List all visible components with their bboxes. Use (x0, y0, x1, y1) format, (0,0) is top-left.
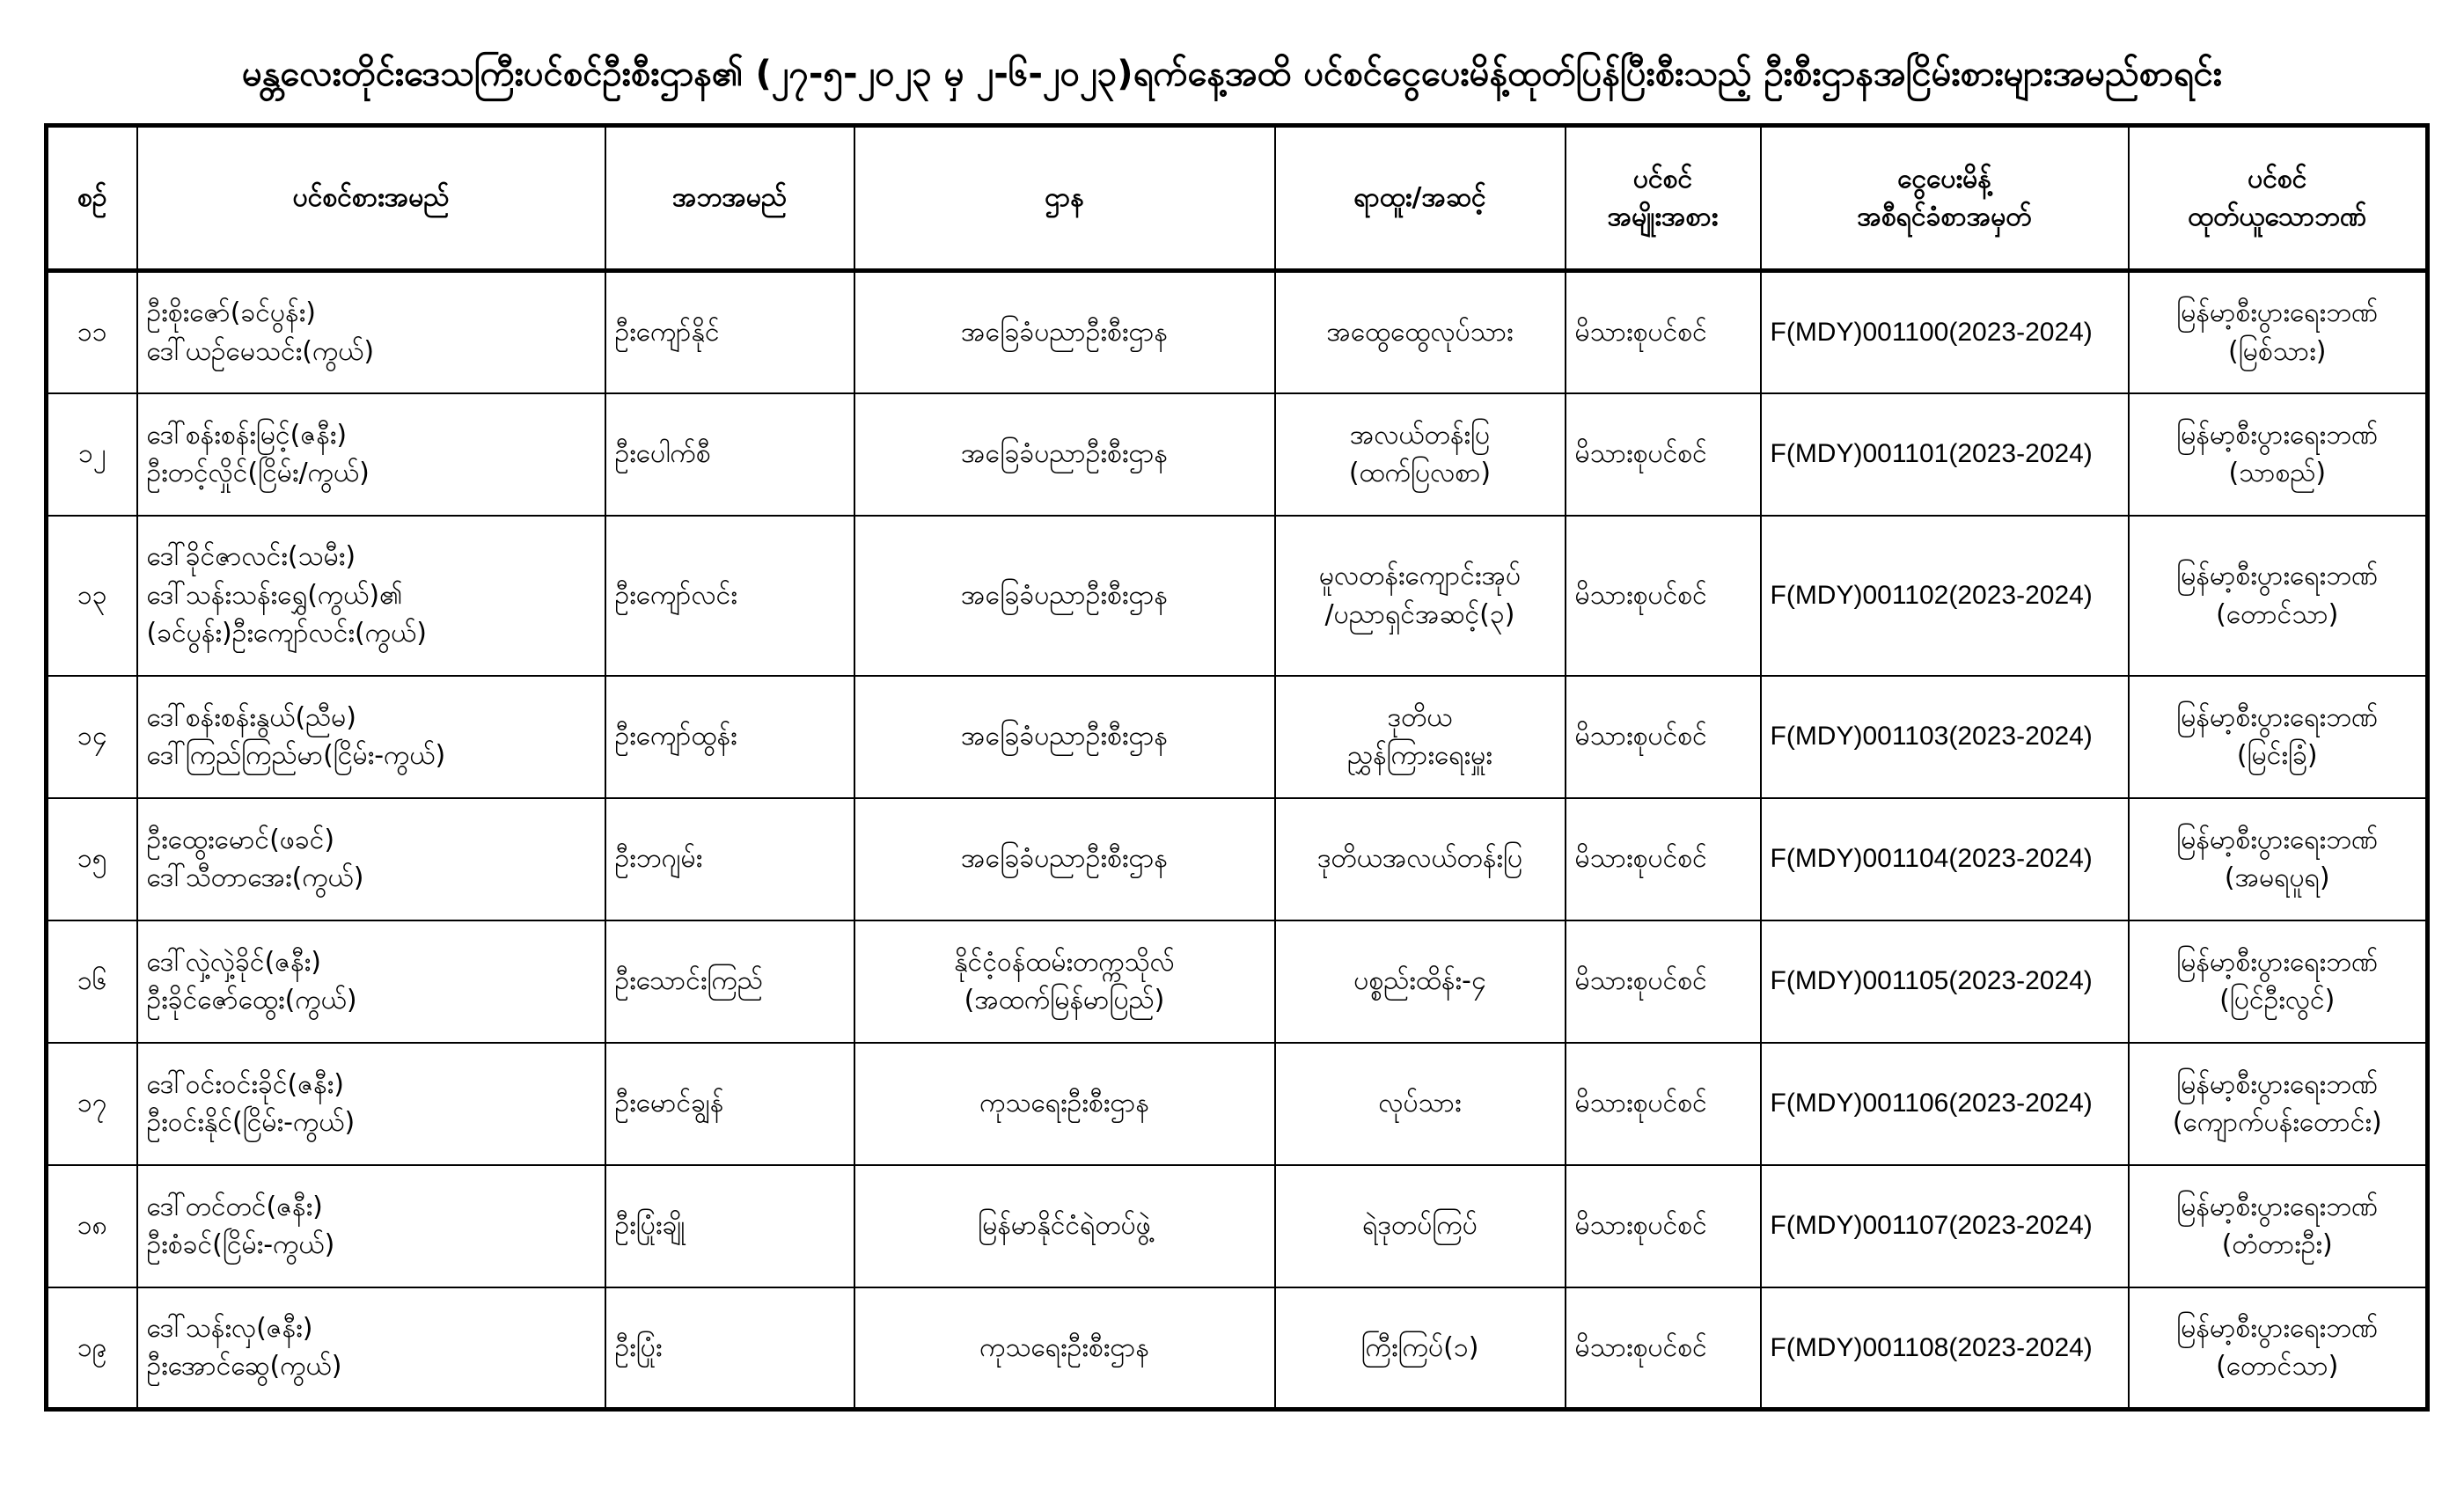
cell-father-name: ဦးမောင်ချွန် (605, 1043, 854, 1165)
cell-pension-type: မိသားစုပင်စင် (1566, 1165, 1761, 1287)
cell-no: ၁၉ (47, 1287, 137, 1410)
cell-rank (1275, 271, 1566, 393)
cell-department (854, 920, 1275, 1043)
cell-payment-ref: F(MDY)001101(2023-2024) (1761, 393, 2129, 516)
cell-rank-line: /ပညာရှင်အဆင့်(၃) (1324, 598, 1515, 630)
header-father-name: အဘအမည် (605, 126, 854, 271)
cell-father-name: ဦးကျော်လင်း (605, 516, 854, 676)
header-pensioner-name: ပင်စင်စားအမည် (137, 126, 605, 271)
cell-bank-line: (တံတားဦး) (2221, 1229, 2333, 1260)
cell-department: မြန်မာနိုင်ငံရဲတပ်ဖွဲ့ (854, 1165, 1275, 1287)
cell-department-line: (အထက်မြန်မာပြည်) (964, 985, 1165, 1016)
cell-bank-line: မြန်မာ့စီးပွားရေးဘဏ် (2176, 946, 2379, 978)
cell-pensioner-name (137, 1165, 605, 1287)
table-row (47, 271, 2428, 393)
cell-pensioner-name-line: ဒေါ်စန်းစန်းမြင့်(ဇနီး) (146, 419, 348, 451)
cell-bank (2129, 393, 2428, 516)
cell-payment-ref: F(MDY)001107(2023-2024) (1761, 1165, 2129, 1287)
cell-payment-ref: F(MDY)001105(2023-2024) (1761, 920, 2129, 1043)
table-row (47, 1043, 2428, 1165)
header-bank-line-2: ထုတ်ယူသောဘဏ် (2188, 202, 2367, 232)
cell-pensioner-name-line: ဦးစံခင်(ငြိမ်း-ကွယ်) (146, 1229, 335, 1260)
cell-bank-line: မြန်မာ့စီးပွားရေးဘဏ် (2176, 1191, 2379, 1222)
cell-pensioner-name-line: ဦးခိုင်ဇော်ထွေး(ကွယ်) (146, 985, 357, 1016)
cell-bank-line: (မြစ်သား) (2228, 335, 2327, 367)
cell-no: ၁၆ (47, 920, 137, 1043)
cell-pensioner-name (137, 271, 605, 393)
cell-pension-type: မိသားစုပင်စင် (1566, 920, 1761, 1043)
cell-rank (1275, 1165, 1566, 1287)
cell-pensioner-name-line: ဒေါ်ခိုင်ဇာလင်း(သမီး) (146, 541, 356, 573)
cell-rank-line: လုပ်သား (1378, 1088, 1462, 1119)
header-pension-type-line-2: အမျိုးအစား (1607, 202, 1719, 232)
page-title: မန္တလေးတိုင်းဒေသကြီးပင်စင်ဦးစီးဌာန၏ (၂၇-၅-၂၀၂၃ မှ ၂-၆-၂၀၂၃)ရက်နေ့အထိ ပင်စင်ငွေပေးမိန့်ထုတ်ပြန်ပြီးစီးသည့် ဦးစီးဌာနအငြိမ်းစားများအမည်စာရင်း (241, 54, 2223, 94)
cell-rank-line: အလယ်တန်းပြ (1349, 419, 1491, 451)
cell-pension-type: မိသားစုပင်စင် (1566, 798, 1761, 920)
cell-pension-type: မိသားစုပင်စင် (1566, 676, 1761, 798)
cell-bank (2129, 516, 2428, 676)
table-row (47, 676, 2428, 798)
cell-father-name: ဦးပြုံး (605, 1287, 854, 1410)
header-pension-type (1566, 126, 1761, 271)
cell-pensioner-name-line: ဦးတင့်လှိုင်(ငြိမ်း/ကွယ်) (146, 458, 370, 488)
cell-pension-type: မိသားစုပင်စင် (1566, 393, 1761, 516)
cell-pensioner-name-line: ဒေါ်သန်းလှ(ဇနီး) (146, 1312, 313, 1344)
cell-rank-line: ဒုတိယအလယ်တန်းပြ (1316, 843, 1523, 875)
cell-department-line: နိုင်ငံ့ဝန်ထမ်းတက္ကသိုလ် (954, 946, 1175, 978)
cell-no: ၁၈ (47, 1165, 137, 1287)
cell-father-name: ဦးပြုံးချို (605, 1165, 854, 1287)
cell-pensioner-name-line: (ခင်ပွန်း)ဦးကျော်လင်း(ကွယ်) (146, 618, 427, 649)
cell-bank (2129, 1043, 2428, 1165)
cell-rank (1275, 393, 1566, 516)
header-department: ဌာန (854, 126, 1275, 271)
table-row (47, 920, 2428, 1043)
cell-no: ၁၅ (47, 798, 137, 920)
cell-father-name: ဦးကျော်ထွန်း (605, 676, 854, 798)
cell-payment-ref: F(MDY)001104(2023-2024) (1761, 798, 2129, 920)
cell-rank-line: ဒုတိယ (1387, 701, 1453, 733)
cell-pensioner-name-line: ဒေါ်ဝင်းဝင်းခိုင်(ဇနီး) (146, 1068, 344, 1100)
cell-payment-ref: F(MDY)001108(2023-2024) (1761, 1287, 2129, 1410)
cell-bank (2129, 798, 2428, 920)
cell-bank (2129, 1165, 2428, 1287)
cell-no: ၁၄ (47, 676, 137, 798)
header-payment-ref-line-1: ငွေပေးမိန့် (1897, 163, 1991, 194)
cell-bank-line: (မြင်းခြံ) (2236, 740, 2318, 771)
cell-pension-type: မိသားစုပင်စင် (1566, 1043, 1761, 1165)
cell-bank-line: မြန်မာ့စီးပွားရေးဘဏ် (2176, 1068, 2379, 1100)
cell-bank-line: (အမရပူရ) (2224, 862, 2330, 893)
header-bank (2129, 126, 2428, 271)
cell-pension-type: မိသားစုပင်စင် (1566, 516, 1761, 676)
cell-bank-line: မြန်မာ့စီးပွားရေးဘဏ် (2176, 297, 2379, 329)
table-body (47, 271, 2428, 1410)
cell-pensioner-name (137, 676, 605, 798)
cell-father-name: ဦးပေါက်စီ (605, 393, 854, 516)
table-row (47, 1165, 2428, 1287)
header-payment-ref (1761, 126, 2129, 271)
table-row (47, 516, 2428, 676)
cell-no: ၁၃ (47, 516, 137, 676)
cell-pensioner-name-line: ဒေါ်သန်းသန်းရွှေ(ကွယ်)၏ (146, 579, 403, 611)
cell-rank (1275, 1043, 1566, 1165)
cell-payment-ref: F(MDY)001106(2023-2024) (1761, 1043, 2129, 1165)
header-no: စဉ် (47, 126, 137, 271)
cell-rank-line: အထွေထွေလုပ်သား (1326, 317, 1514, 348)
cell-rank-line: ညွှန်ကြားရေးမှူး (1347, 740, 1492, 771)
cell-pensioner-name-line: ဒေါ်ကြည်ကြည်မာ(ငြိမ်း-ကွယ်) (146, 740, 446, 771)
header-rank: ရာထူး/အဆင့် (1275, 126, 1566, 271)
pensioner-table (44, 123, 2430, 1412)
cell-bank-line: (ပြင်ဦးလွင်) (2219, 985, 2336, 1016)
cell-no: ၁၂ (47, 393, 137, 516)
cell-pension-type: မိသားစုပင်စင် (1566, 1287, 1761, 1410)
cell-pensioner-name (137, 516, 605, 676)
cell-department: အခြေခံပညာဦးစီးဌာန (854, 516, 1275, 676)
table-row (47, 798, 2428, 920)
cell-rank-line: ကြီးကြပ်(၁) (1360, 1331, 1479, 1363)
cell-pensioner-name-line: ဒေါ်သီတာအေး(ကွယ်) (146, 862, 364, 893)
cell-pensioner-name (137, 920, 605, 1043)
cell-pension-type: မိသားစုပင်စင် (1566, 271, 1761, 393)
cell-pensioner-name (137, 1043, 605, 1165)
header-pension-type-line-1: ပင်စင် (1632, 163, 1693, 194)
cell-pensioner-name-line: ဒေါ်စန်းစန်းနွယ်(ညီမ) (146, 701, 357, 733)
cell-bank-line: မြန်မာ့စီးပွားရေးဘဏ် (2176, 824, 2379, 855)
cell-department: ကုသရေးဦးစီးဌာန (854, 1287, 1275, 1410)
cell-rank (1275, 798, 1566, 920)
cell-bank-line: (တောင်သာ) (2216, 1351, 2339, 1382)
header-bank-line-1: ပင်စင် (2248, 163, 2307, 194)
cell-department: အခြေခံပညာဦးစီးဌာန (854, 676, 1275, 798)
cell-pensioner-name-line: ဒေါ်ယဉ်မေသင်း(ကွယ်) (146, 335, 375, 367)
cell-bank (2129, 920, 2428, 1043)
cell-pensioner-name-line: ဦးအောင်ဆွေ(ကွယ်) (146, 1351, 342, 1382)
cell-rank-line: ပစ္စည်းထိန်း-၄ (1353, 965, 1486, 997)
cell-bank (2129, 271, 2428, 393)
table-row (47, 393, 2428, 516)
cell-rank-line: ရဲဒုတပ်ကြပ် (1362, 1210, 1478, 1242)
cell-bank (2129, 676, 2428, 798)
cell-rank (1275, 516, 1566, 676)
cell-department: အခြေခံပညာဦးစီးဌာန (854, 271, 1275, 393)
cell-rank-line: မူလတန်းကျောင်းအုပ် (1318, 561, 1522, 591)
cell-no: ၁၇ (47, 1043, 137, 1165)
table-header (47, 126, 2428, 271)
cell-pensioner-name (137, 1287, 605, 1410)
cell-bank-line: မြန်မာ့စီးပွားရေးဘဏ် (2176, 1312, 2379, 1344)
cell-bank-line: မြန်မာ့စီးပွားရေးဘဏ် (2176, 701, 2379, 733)
cell-father-name: ဦးသောင်းကြည် (605, 920, 854, 1043)
cell-payment-ref: F(MDY)001103(2023-2024) (1761, 676, 2129, 798)
cell-rank (1275, 1287, 1566, 1410)
cell-rank (1275, 676, 1566, 798)
cell-pensioner-name-line: ဦးစိုးဇော်(ခင်ပွန်း) (146, 297, 316, 329)
cell-bank-line: (သာစည်) (2228, 458, 2327, 488)
cell-pensioner-name-line: ဦးထွေးမောင်(ဖခင်) (146, 824, 335, 855)
cell-bank-line: မြန်မာ့စီးပွားရေးဘဏ် (2176, 561, 2379, 591)
cell-pensioner-name (137, 798, 605, 920)
cell-no: ၁၁ (47, 271, 137, 393)
cell-pensioner-name (137, 393, 605, 516)
cell-bank-line: မြန်မာ့စီးပွားရေးဘဏ် (2176, 419, 2379, 451)
header-payment-ref-line-2: အစီရင်ခံစာအမှတ် (1857, 202, 2032, 232)
cell-department: အခြေခံပညာဦးစီးဌာန (854, 798, 1275, 920)
cell-father-name: ဦးကျော်နိုင် (605, 271, 854, 393)
cell-payment-ref: F(MDY)001102(2023-2024) (1761, 516, 2129, 676)
cell-pensioner-name-line: ဒေါ်တင်တင်(ဇနီး) (146, 1191, 323, 1222)
cell-bank-line: (ကျောက်ပန်းတောင်း) (2172, 1107, 2382, 1138)
cell-payment-ref: F(MDY)001100(2023-2024) (1761, 271, 2129, 393)
cell-bank (2129, 1287, 2428, 1410)
cell-pensioner-name-line: ဦးဝင်းနိုင်(ငြိမ်း-ကွယ်) (146, 1107, 356, 1138)
cell-department: အခြေခံပညာဦးစီးဌာန (854, 393, 1275, 516)
table-row (47, 1287, 2428, 1410)
cell-rank-line: (ထက်ပြလစာ) (1348, 458, 1492, 488)
cell-father-name: ဦးဘဂျမ်း (605, 798, 854, 920)
cell-department: ကုသရေးဦးစီးဌာန (854, 1043, 1275, 1165)
header-row (47, 126, 2428, 271)
cell-rank (1275, 920, 1566, 1043)
cell-bank-line: (တောင်သာ) (2216, 598, 2339, 630)
cell-pensioner-name-line: ဒေါ်လှဲ့လှဲ့ခိုင်(ဇနီး) (146, 946, 321, 978)
